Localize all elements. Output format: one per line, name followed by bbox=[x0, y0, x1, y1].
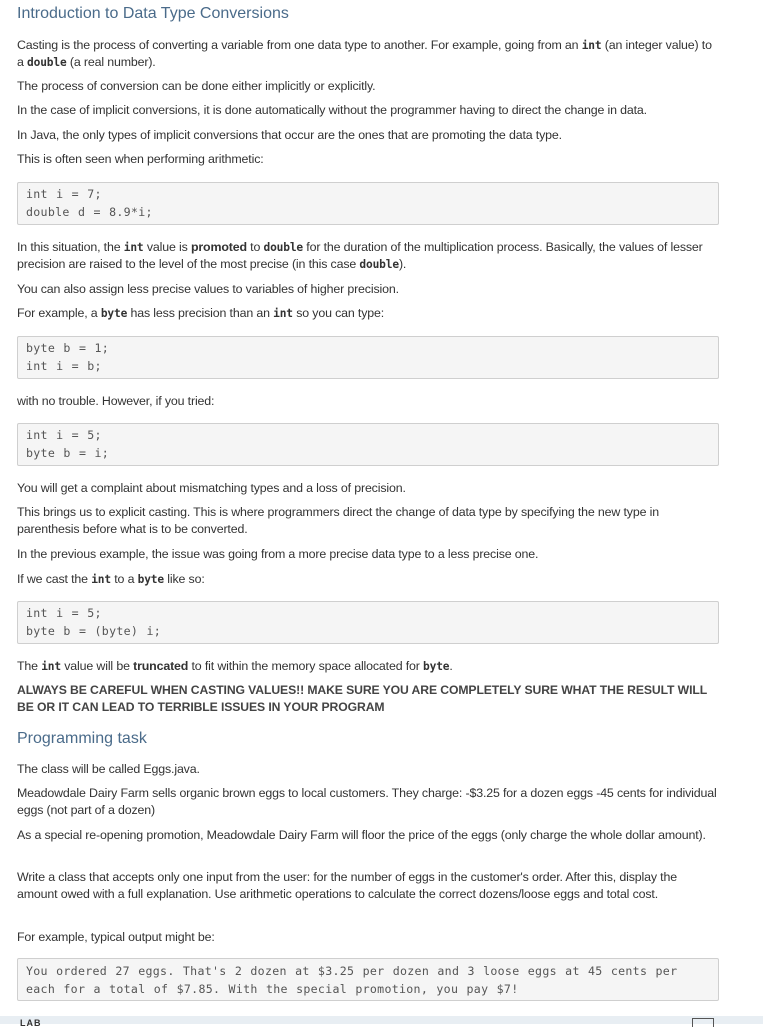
paragraph-complaint: You will get a complaint about mismatching types and a loss of precision. bbox=[17, 481, 406, 495]
task-heading: Programming task bbox=[17, 730, 147, 747]
paragraph-truncated: The int value will be truncated to fit within the memory space allocated for byte. bbox=[17, 659, 453, 673]
code-block-arithmetic: int i = 7; double d = 8.9*i; bbox=[17, 182, 719, 225]
paragraph-promotion-explained: In this situation, the int value is promoted to double for the duration of the multiplication process. Basically, the values of lesser precision are raised to the level of the most precise (in this case double). bbox=[17, 240, 703, 271]
paragraph-implicit-definition: In the case of implicit conversions, it is done automatically without the programmer having to direct the change in data. bbox=[17, 103, 647, 117]
task-pricing: Meadowdale Dairy Farm sells organic brown eggs to local customers. They charge: -$3.25 for a dozen eggs -45 cents for individual eggs (not part of a dozen) bbox=[17, 786, 717, 817]
task-promotion: As a special re-opening promotion, Meadowdale Dairy Farm will floor the price of the eggs (only charge the whole dollar amount). bbox=[17, 828, 706, 842]
task-example-intro: For example, typical output might be: bbox=[17, 930, 215, 944]
lab-label: LAB bbox=[20, 1018, 42, 1028]
paragraph-casting-intro: Casting is the process of converting a variable from one data type to another. For example, going from an int (an integer value) to a double (a real number). bbox=[17, 38, 712, 69]
code-block-byte-to-int: byte b = 1; int i = b; bbox=[17, 336, 719, 379]
paragraph-java-promotion: In Java, the only types of implicit conversions that occur are the ones that are promoting the data type. bbox=[17, 128, 562, 142]
paragraph-implicit-explicit: The process of conversion can be done either implicitly or explicitly. bbox=[17, 79, 376, 93]
paragraph-byte-example: For example, a byte has less precision than an int so you can type: bbox=[17, 306, 385, 320]
paragraph-previous-example: In the previous example, the issue was going from a more precise data type to a less precise one. bbox=[17, 547, 539, 561]
code-block-int-to-byte: int i = 5; byte b = i; bbox=[17, 423, 719, 466]
paragraph-explicit-casting: This brings us to explicit casting. This is where programmers direct the change of data type by specifying the new type in parenthesis before what is to be converted. bbox=[17, 505, 659, 536]
expand-box-icon[interactable] bbox=[692, 1018, 714, 1027]
paragraph-arithmetic: This is often seen when performing arithmetic: bbox=[17, 152, 264, 166]
code-block-sample-output: You ordered 27 eggs. That's 2 dozen at $3.25 per dozen and 3 loose eggs at 45 cents per each for a total of $7.85. With the special promotion, you pay $7! bbox=[17, 958, 719, 1001]
task-instructions: Write a class that accepts only one input from the user: for the number of eggs in the customer's order. After this, display the amount owed with a full explanation. Use arithmetic operations to calculate the correct dozens/loose eggs and total cost. bbox=[17, 870, 677, 901]
paragraph-cast-int-to-byte: If we cast the int to a byte like so: bbox=[17, 572, 205, 586]
task-class-name: The class will be called Eggs.java. bbox=[17, 762, 200, 776]
lab-footer-bar bbox=[0, 1016, 763, 1028]
page-title: Introduction to Data Type Conversions bbox=[17, 5, 289, 22]
code-block-explicit-cast: int i = 5; byte b = (byte) i; bbox=[17, 601, 719, 644]
paragraph-assign-less-precise: You can also assign less precise values to variables of higher precision. bbox=[17, 282, 399, 296]
warning-text: ALWAYS BE CAREFUL WHEN CASTING VALUES!! MAKE SURE YOU ARE COMPLETELY SURE WHAT THE RESULT WILL BE OR IT CAN LEAD TO TERRIBLE ISSUES IN YOUR PROGRAM bbox=[17, 683, 707, 714]
paragraph-no-trouble: with no trouble. However, if you tried: bbox=[17, 394, 215, 408]
